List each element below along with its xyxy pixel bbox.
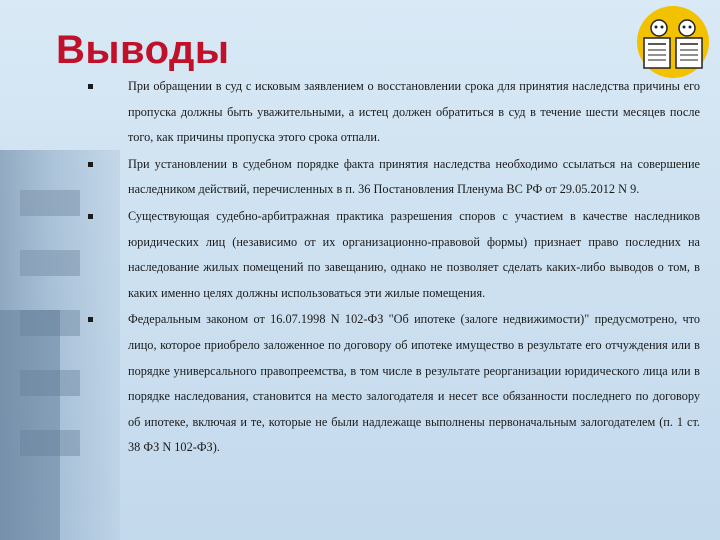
slide-title: Выводы	[56, 28, 230, 72]
list-item	[88, 204, 700, 306]
conclusions-list	[88, 74, 700, 461]
bullet-icon	[88, 214, 93, 219]
list-item	[88, 307, 700, 461]
building-window	[20, 190, 80, 216]
list-item-text: Существующая судебно-арбитражная практика разрешения споров с участием в качестве наследников юридических лиц (независимо от их организационно-правовой формы) признает право последних на наследование жилых помещений по завещанию, однако не позволяет сделать каких-либо выводов о том, в каких именно целях должны использоваться эти жилые помещения.	[128, 208, 700, 300]
background-building-shadow	[0, 310, 60, 540]
bullet-icon	[88, 317, 93, 322]
list-item-text: При установлении в судебном порядке факта принятия наследства необходимо ссылаться на совершение наследником действий, перечисленных в п. 36 Постановления Пленума ВС РФ от 29.05.2012 N 9.	[128, 156, 700, 197]
building-window	[20, 250, 80, 276]
list-item-text: Федеральным законом от 16.07.1998 N 102-ФЗ "Об ипотеке (залоге недвижимости)" предусмотрено, что лицо, которое приобрело заложенное по договору об ипотеке имущество в результате его отчуждения или в порядке универсального правопреемства, в том числе в результате реорганизации юридического лица или в порядке наследования, становится на место залогодателя и несет все обязанности последнего по договору об ипотеке, включая и те, которые не были надлежаще выполнены первоначальным залогодателем (п. 1 ст. 38 ФЗ N 102-ФЗ).	[128, 312, 700, 455]
list-item	[88, 74, 700, 151]
list-item-text: При обращении в суд с исковым заявлением о восстановлении срока для принятия наследства причины его пропуска должны быть уважительными, а истец должен обратиться в суд в течение шести месяцев после того, как причины пропуска этого срока отпали.	[128, 79, 700, 145]
newspaper-readers-icon	[634, 4, 712, 80]
bullet-icon	[88, 162, 93, 167]
bullet-icon	[88, 84, 93, 89]
list-item	[88, 152, 700, 203]
